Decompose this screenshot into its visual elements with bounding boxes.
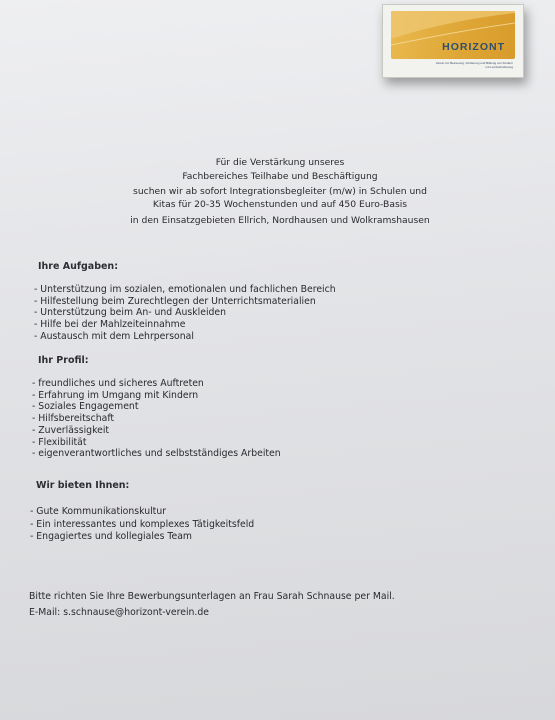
bieten-list — [30, 506, 254, 543]
list-item: - Flexibilität — [32, 436, 87, 448]
list-item: - Hilfsbereitschaft — [32, 413, 115, 425]
intro-line: Fachbereiches Teilhabe und Beschäftigung — [182, 171, 378, 183]
logo-title: HORIZONT — [442, 41, 505, 53]
list-item: - eigenverantwortliches und selbstständiges Arbeiten — [32, 448, 281, 460]
intro-block — [100, 157, 460, 227]
intro-line: Kitas für 20-35 Wochenstunden und auf 450 Euro-Basis — [152, 198, 408, 210]
list-item: - Ein interessantes und komplexes Tätigkeitsfeld — [30, 518, 255, 530]
list-item: - Hilfe bei der Mahlzeiteinnahme — [34, 319, 186, 331]
list-item: - Unterstützung im sozialen, emotionalen und fachlichen Bereich — [34, 284, 336, 295]
logo-tagline: Verein zur Betreuung, Förderung und Bildung von Kindern mit Lernbehinderung — [435, 61, 513, 69]
list-item: - freundliches und sicheres Auftreten — [32, 378, 204, 389]
bieten-title: Wir bieten Ihnen: — [36, 480, 130, 491]
horizont-logo-card — [382, 4, 524, 78]
contact-email: E-Mail: s.schnause@horizont-verein.de — [29, 607, 209, 618]
list-item: - Erfahrung im Umgang mit Kindern — [32, 389, 199, 401]
intro-line: suchen wir ab sofort Integrationsbegleiter (m/w) in Schulen und — [133, 186, 427, 198]
list-item: - Austausch mit dem Lehrpersonal — [34, 330, 194, 342]
profil-list — [32, 378, 281, 460]
intro-line: in den Einsatzgebieten Ellrich, Nordhausen und Wolkramshausen — [130, 214, 430, 226]
aufgaben-title: Ihre Aufgaben: — [38, 261, 118, 272]
profil-title: Ihr Profil: — [38, 355, 89, 366]
list-item: - Gute Kommunikationskultur — [30, 506, 167, 517]
intro-line: Für die Verstärkung unseres — [215, 157, 345, 168]
list-item: - Engagiertes und kollegiales Team — [30, 531, 192, 543]
application-instructions — [29, 591, 395, 619]
list-item: - Unterstützung beim An- und Auskleiden — [34, 307, 227, 319]
list-item: - Hilfestellung beim Zurechtlegen der Unterrichtsmaterialien — [34, 295, 316, 307]
list-item: - Zuverlässigkeit — [32, 424, 110, 436]
aufgaben-list — [34, 284, 336, 343]
list-item: - Soziales Engagement — [32, 401, 139, 413]
closing-text: Bitte richten Sie Ihre Bewerbungsunterlagen an Frau Sarah Schnause per Mail. — [29, 591, 395, 602]
